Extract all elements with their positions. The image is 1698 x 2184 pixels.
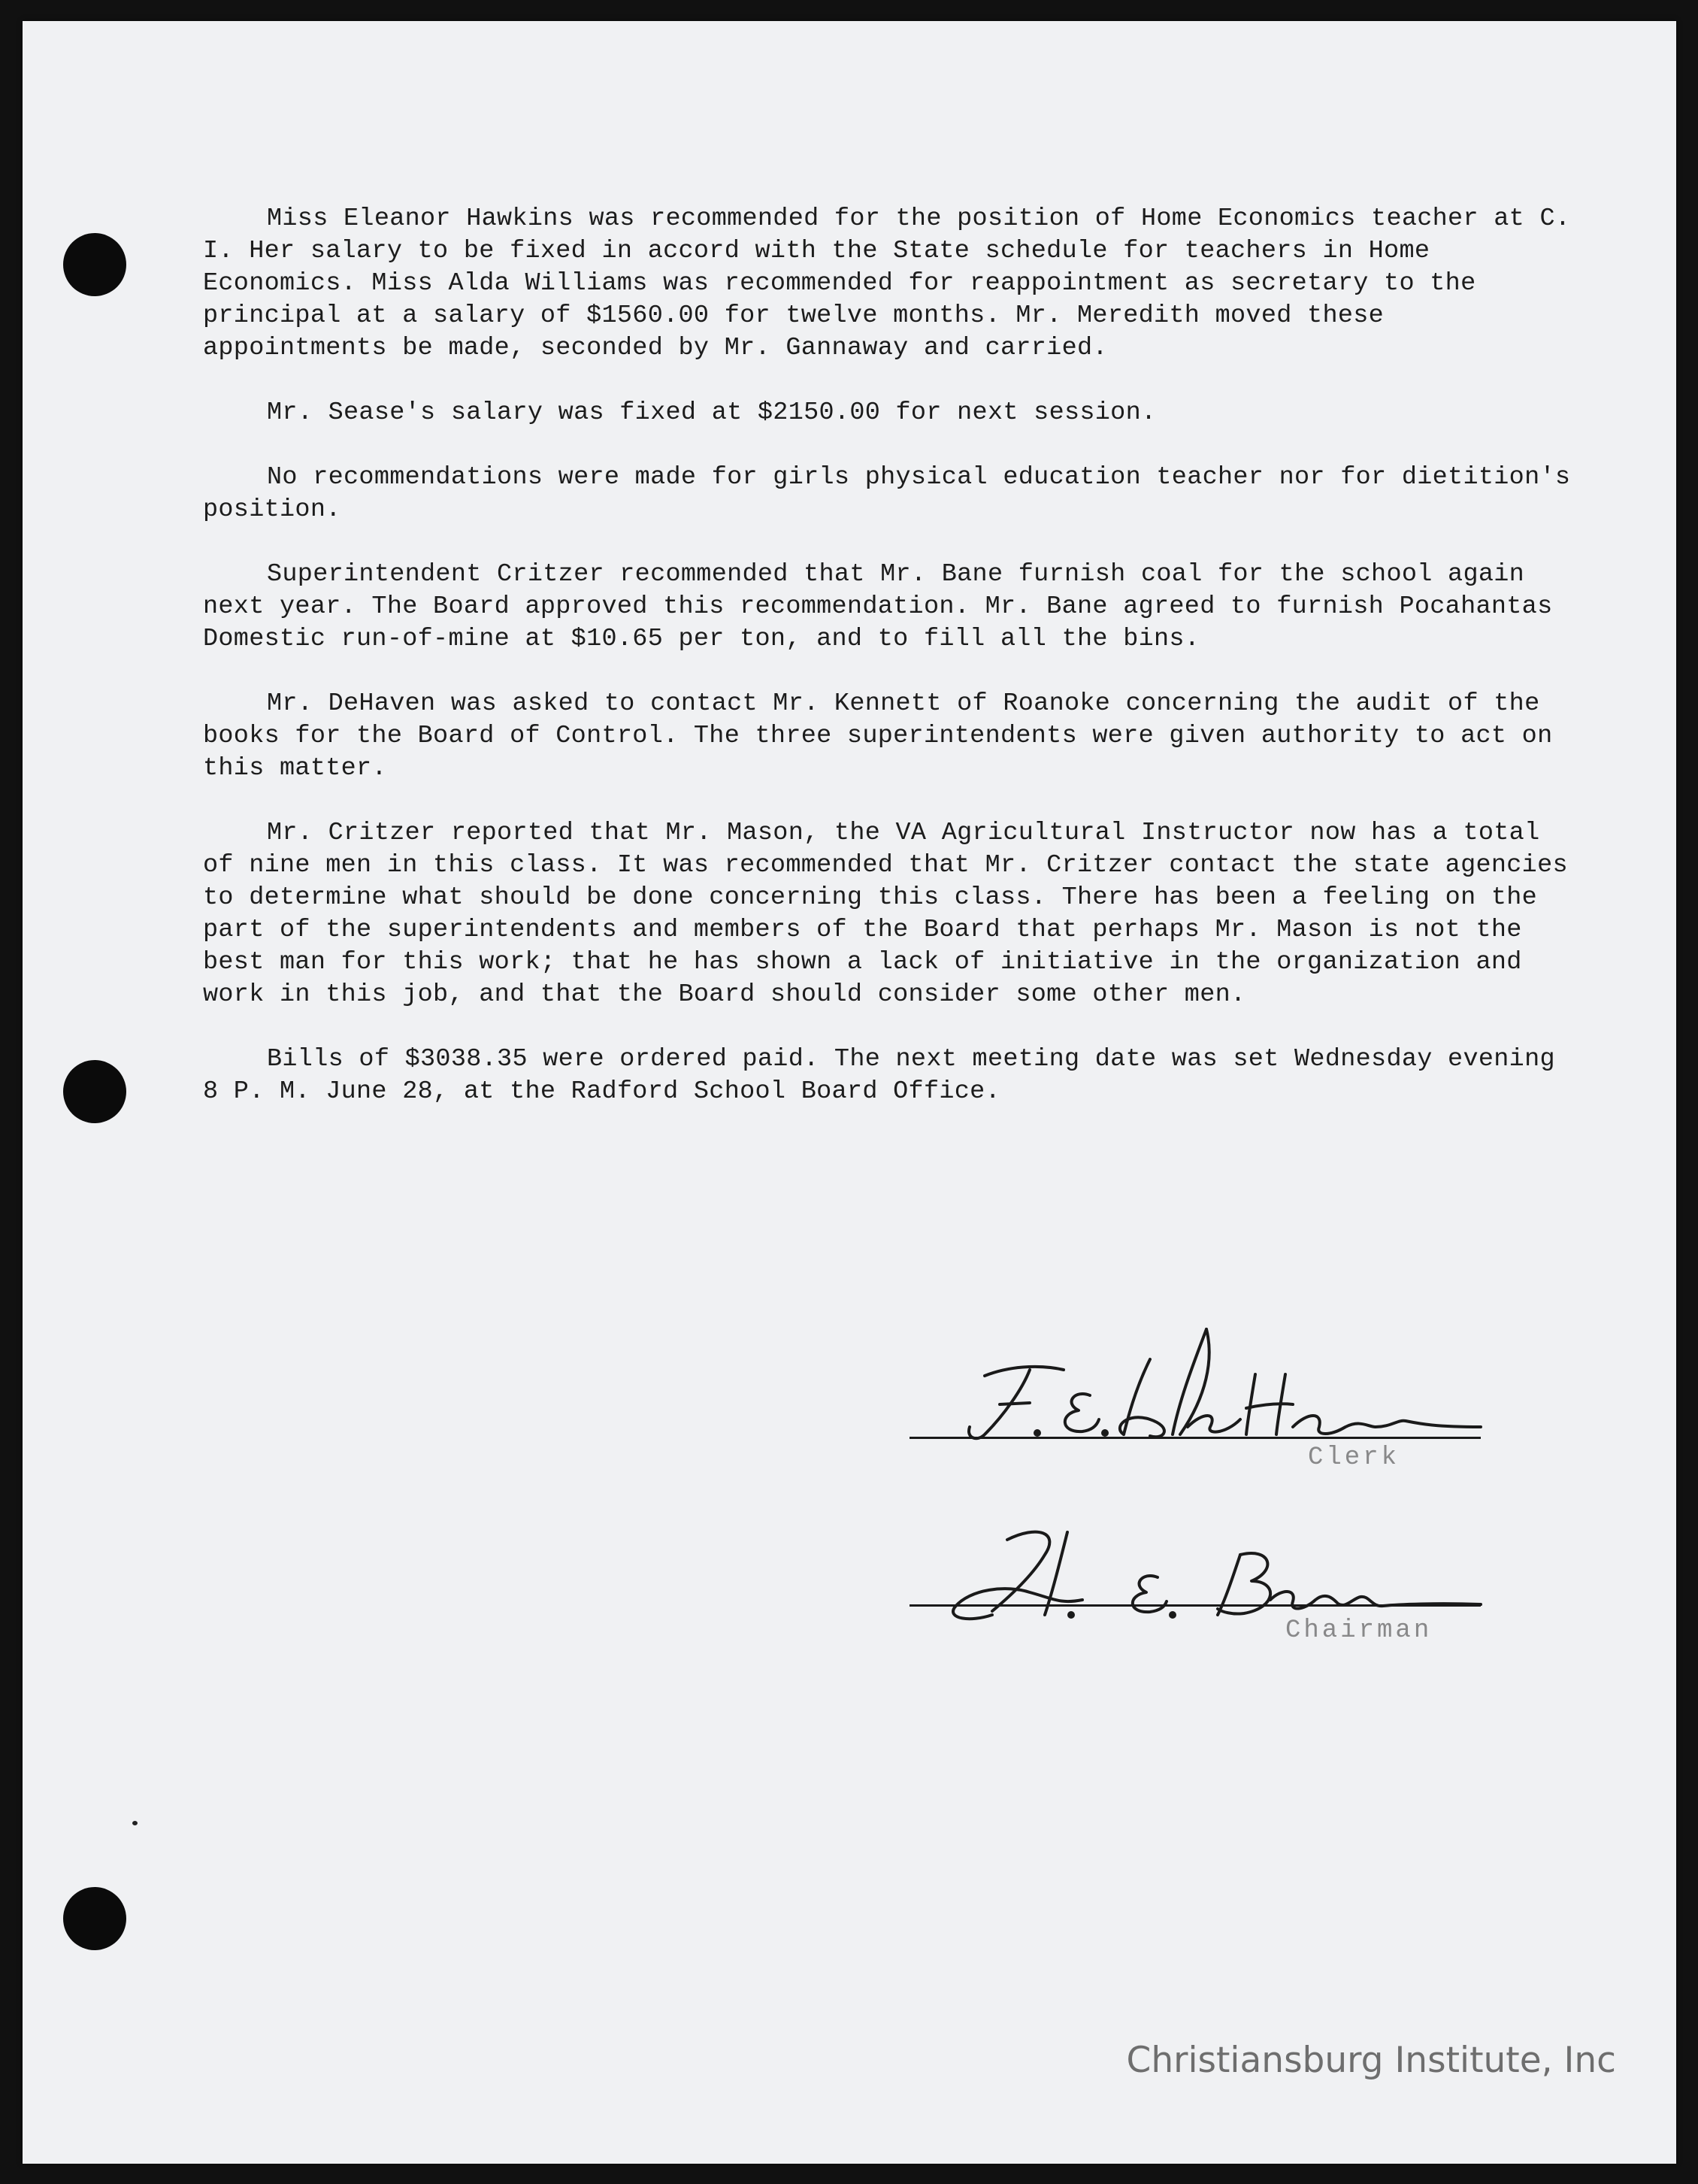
punch-hole-top xyxy=(63,233,126,296)
clerk-role-label: Clerk xyxy=(1308,1443,1400,1472)
clerk-signature xyxy=(910,1314,1526,1449)
paragraph-audit: Mr. DeHaven was asked to contact Mr. Kennett of Roanoke concerning the audit of the books for the Board of Control. The three superintendents were given authority to act on this matter. xyxy=(203,689,1553,783)
paragraph-no-recommendations: No recommendations were made for girls physical education teacher nor for dietition's position. xyxy=(203,463,1571,524)
chairman-signature xyxy=(910,1510,1526,1630)
paragraph-agricultural-instructor: Mr. Critzer reported that Mr. Mason, the VA Agricultural Instructor now has a total of nine men in this class. It was recommended that Mr. Critzer contact the state agencies to determine what should be done concerning this class. There has been a feeling on the part of the superintendents and members of the Board that perhaps Mr. Mason is not the best man for this work; that he has shown a lack of initiative in the organization and work in this job, and that the Board should consider some other men. xyxy=(203,819,1568,1009)
chairman-role-label: Chairman xyxy=(1285,1616,1433,1645)
clerk-signature-line xyxy=(910,1437,1481,1439)
paragraph-appointments: Miss Eleanor Hawkins was recommended for the position of Home Economics teacher at C. I. Her salary to be fixed in accord with the State schedule for teachers in Home Economics. Miss Alda Williams was recommended for reappointment as secretary to the principal at a salary of $1560.00 for twelve months. Mr. Meredith moved these appointments be made, seconded by Mr. Gannaway and carried. xyxy=(203,204,1571,362)
watermark: Christiansburg Institute, Inc xyxy=(1126,2040,1616,2081)
paper-speck xyxy=(132,1821,138,1825)
chairman-signature-line xyxy=(910,1604,1481,1607)
clerk-signature-block xyxy=(910,1314,1526,1495)
paragraph-coal: Superintendent Critzer recommended that Mr. Bane furnish coal for the school again next year. The Board approved this recommendation. Mr. Bane agreed to furnish Pocahantas Domestic run-of-mine at $10.65 per ton, and to fill all the bins. xyxy=(203,560,1553,653)
minutes-body xyxy=(203,203,1578,1140)
chairman-signature-block xyxy=(910,1510,1526,1675)
punch-hole-bottom xyxy=(63,1887,126,1950)
document-page xyxy=(23,21,1676,2164)
paragraph-bills-next-meeting: Bills of $3038.35 were ordered paid. The next meeting date was set Wednesday evening 8 P. M. June 28, at the Radford School Board Office. xyxy=(203,1045,1555,1106)
punch-hole-middle xyxy=(63,1060,126,1123)
paragraph-sease-salary: Mr. Sease's salary was fixed at $2150.00 for next session. xyxy=(267,398,1157,427)
